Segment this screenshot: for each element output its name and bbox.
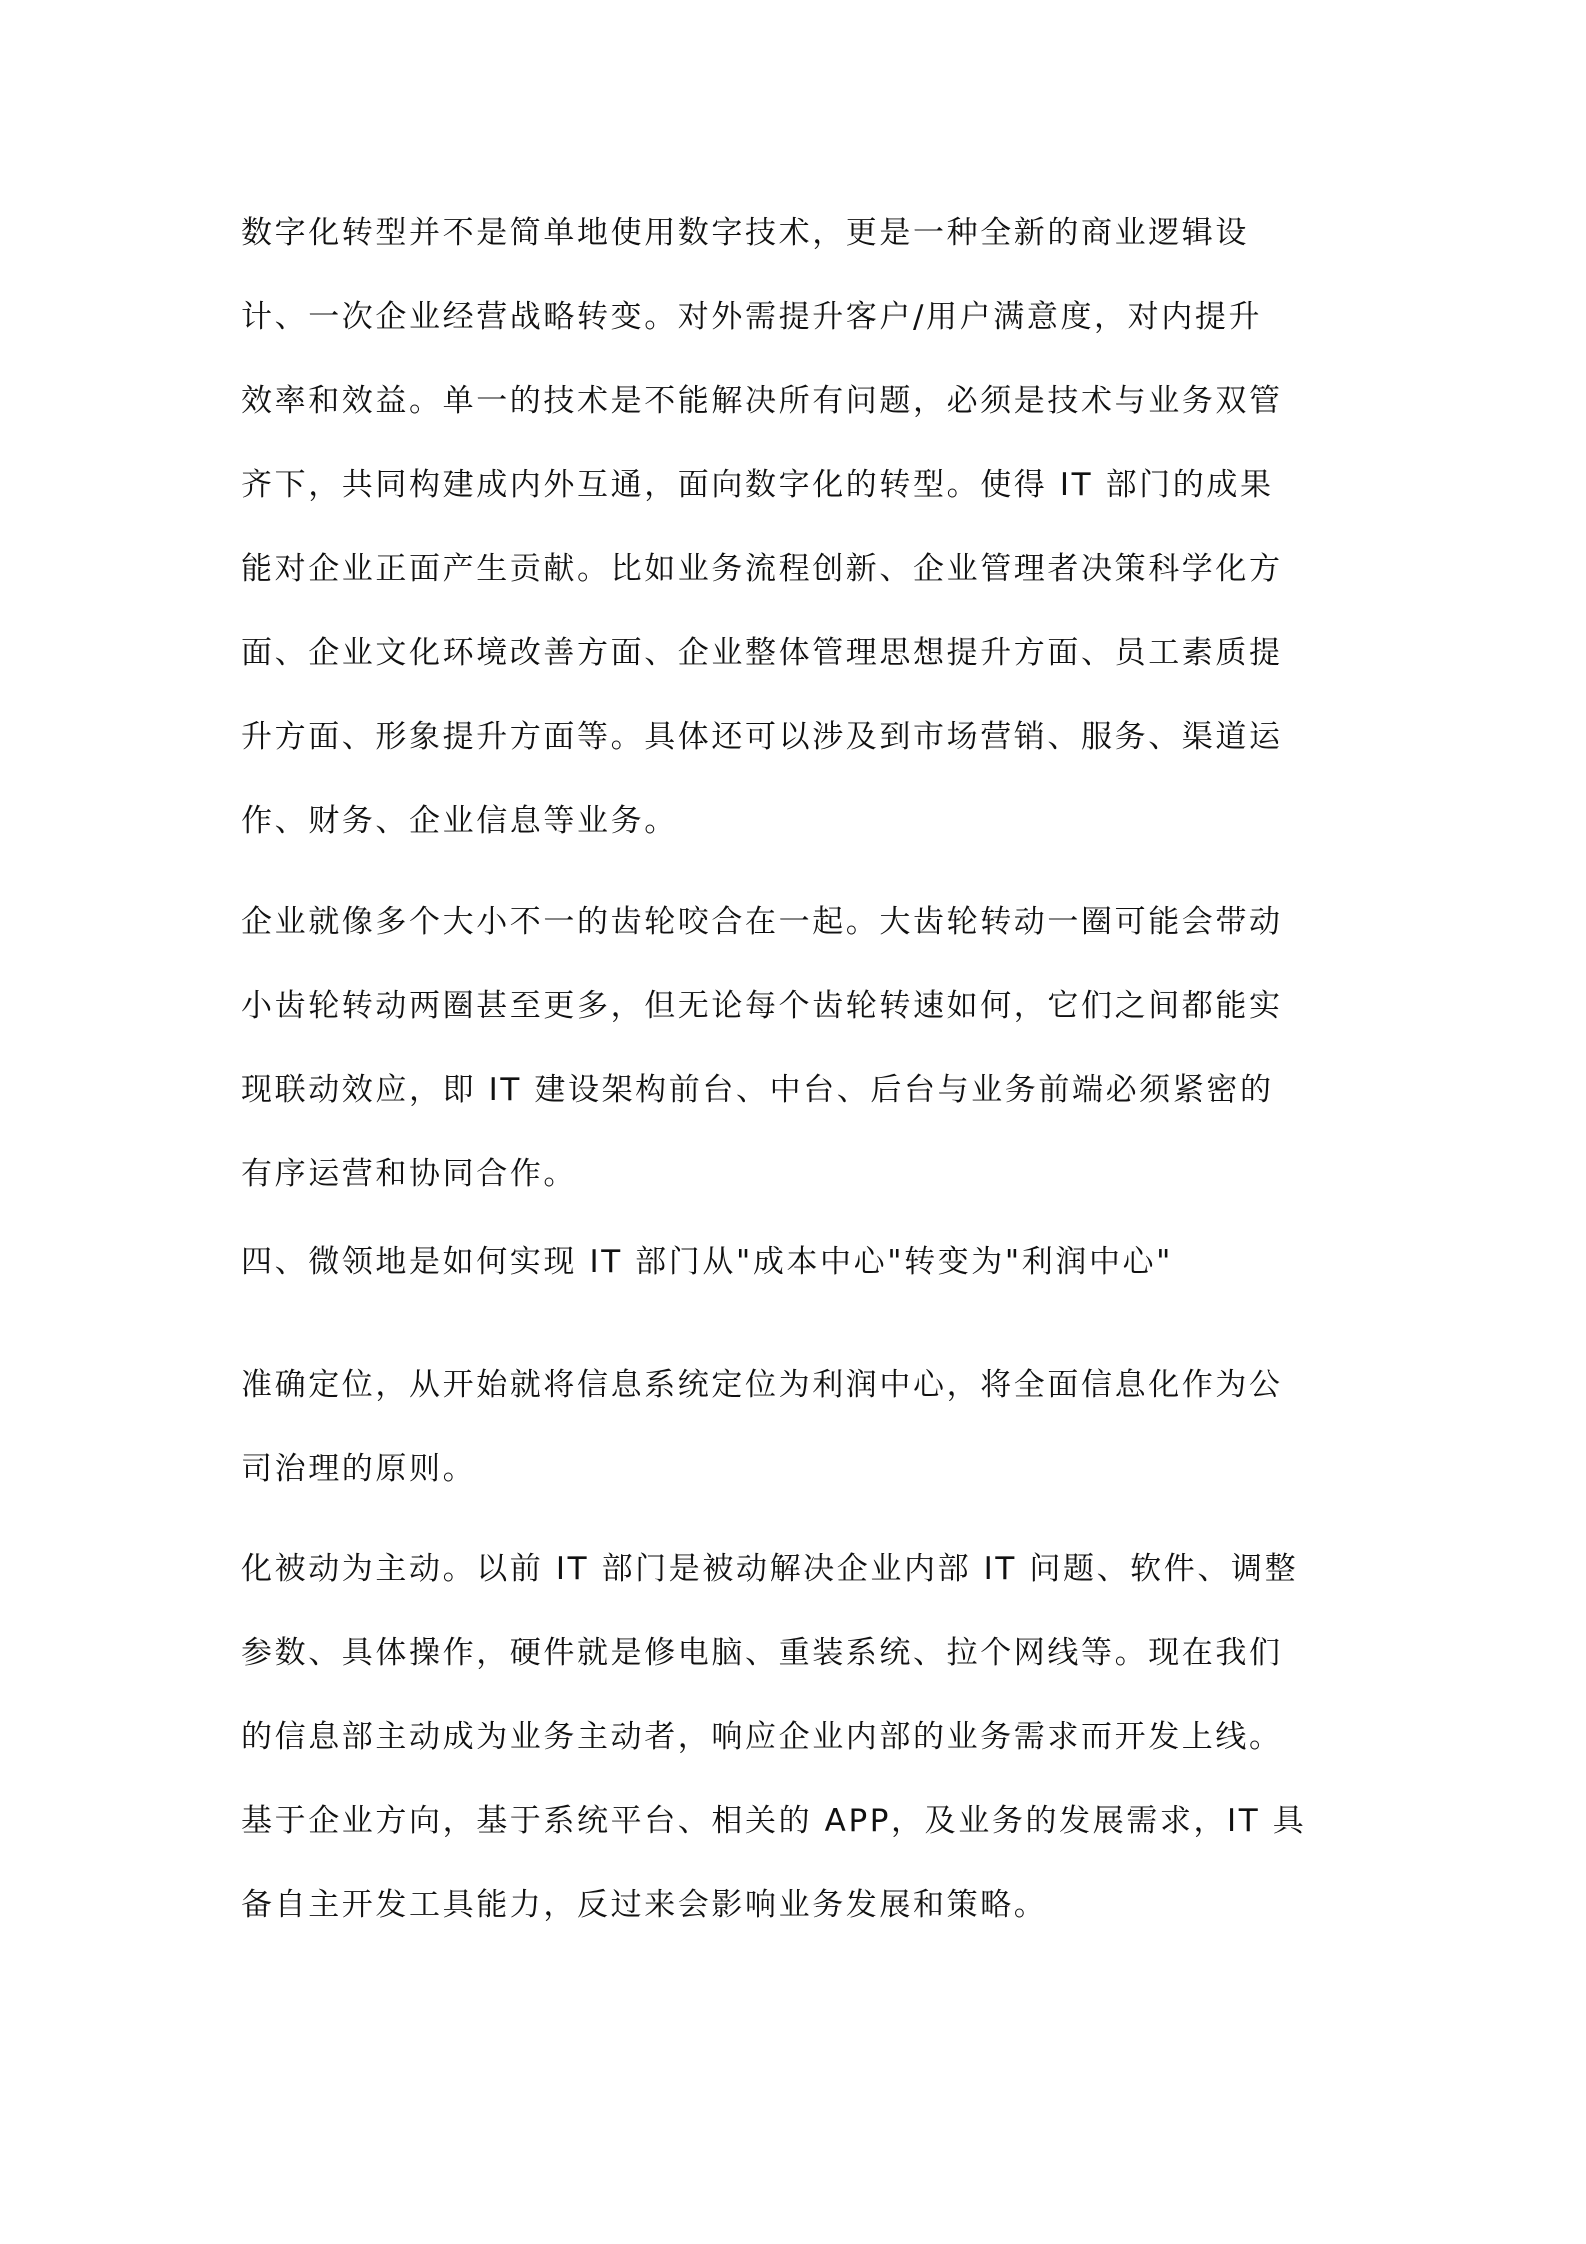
text-line: 计、一次企业经营战略转变。对外需提升客户/用户满意度，对内提升 [241, 299, 1263, 335]
text-line: 企业就像多个大小不一的齿轮咬合在一起。大齿轮转动一圈可能会带动 [241, 904, 1283, 940]
text-line: 基于企业方向，基于系统平台、相关的 APP，及业务的发展需求，IT 具 [241, 1803, 1307, 1839]
text-line: 的信息部主动成为业务主动者，响应企业内部的业务需求而开发上线。 [241, 1719, 1283, 1755]
text-line: 参数、具体操作，硬件就是修电脑、重装系统、拉个网线等。现在我们 [241, 1635, 1283, 1671]
text-line: 数字化转型并不是简单地使用数字技术，更是一种全新的商业逻辑设 [241, 215, 1249, 251]
text-line: 司治理的原则。 [241, 1451, 477, 1487]
text-line: 效率和效益。单一的技术是不能解决所有问题，必须是技术与业务双管 [241, 383, 1283, 419]
text-line: 面、企业文化环境改善方面、企业整体管理思想提升方面、员工素质提 [241, 635, 1283, 671]
text-line: 能对企业正面产生贡献。比如业务流程创新、企业管理者决策科学化方 [241, 551, 1283, 587]
text-line: 升方面、形象提升方面等。具体还可以涉及到市场营销、服务、渠道运 [241, 719, 1283, 755]
text-line: 作、财务、企业信息等业务。 [241, 803, 678, 839]
text-line: 有序运营和协同合作。 [241, 1156, 577, 1192]
text-line: 小齿轮转动两圈甚至更多，但无论每个齿轮转速如何，它们之间都能实 [241, 988, 1283, 1024]
text-line: 准确定位，从开始就将信息系统定位为利润中心，将全面信息化作为公 [241, 1367, 1283, 1403]
text-line: 齐下，共同构建成内外互通，面向数字化的转型。使得 IT 部门的成果 [241, 467, 1274, 503]
text-line: 备自主开发工具能力，反过来会影响业务发展和策略。 [241, 1887, 1048, 1923]
text-line: 现联动效应，即 IT 建设架构前台、中台、后台与业务前端必须紧密的 [241, 1072, 1274, 1108]
text-line: 化被动为主动。以前 IT 部门是被动解决企业内部 IT 问题、软件、调整 [241, 1551, 1299, 1587]
heading-text: 四、微领地是如何实现 IT 部门从"成本中心"转变为"利润中心" [241, 1244, 1174, 1280]
